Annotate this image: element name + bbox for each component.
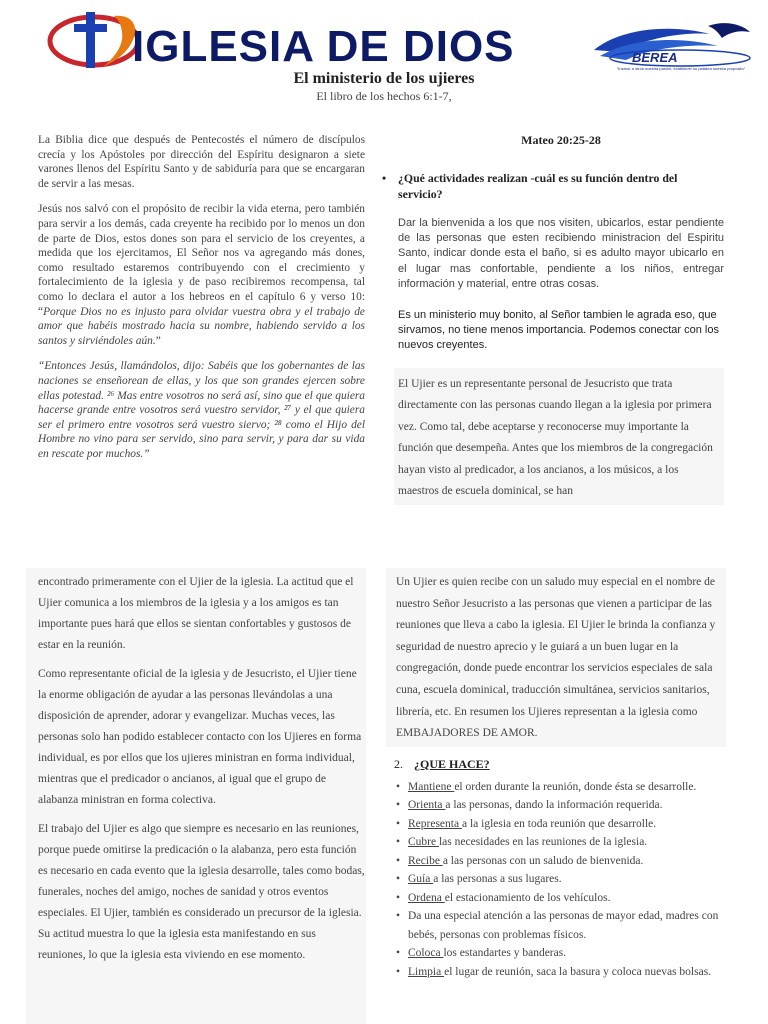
service-paragraph	[38, 202, 365, 348]
duty-text: a las personas a sus lugares.	[433, 873, 562, 886]
question-item	[368, 170, 724, 202]
duty-text: a las personas, dando la información requerida.	[445, 799, 663, 812]
list-item	[396, 944, 726, 963]
duty-verb: Guía	[408, 873, 434, 886]
answer-paragraph: Dar la bienvenida a los que nos visiten, ubicarlos, estar pendiente de las personas que esten recibiendo ministracion del Espiritu Santo, indicar donde esta el baño, si es adulto mayor ubicarlo en el lugar mas confortable, pendiente a los niños, entregar información y material, entre otras cosas.	[398, 217, 724, 290]
list-item	[396, 889, 726, 908]
bold-paragraph: Es un ministerio muy bonito, al Señor tambien le agrada eso, que sirvamos, no tiene menos importancia. Podemos conectar con los nuevos creyentes.	[398, 309, 719, 352]
usher-greeting-paragraph: Un Ujier es quien recibe con un saludo muy especial en el nombre de nuestro Señor Jesucristo a las personas que vienen a participar de las reuniones que lleva a cabo la iglesia. El Ujier le brinda la confianza y seguridad de nuestro aprecio y le guiará a un buen lugar en la congregación, donde puede encontrar los servicios especiales de sala cuna, escuela dominical, traducción simultánea, servicios sanitarios, librería, etc. En resumen los Ujieres representan a la iglesia como EMBAJADORES DE AMOR.	[386, 568, 726, 747]
list-item	[396, 815, 726, 834]
duty-text: el orden durante la reunión, donde ésta se desarrolle.	[454, 780, 697, 793]
question-text: ¿Qué actividades realizan -cuál es su función dentro del servicio?	[398, 171, 678, 201]
church-logo-cross-icon	[44, 8, 144, 70]
list-item	[396, 963, 726, 982]
duty-text: a las personas con un saludo de bienvenida.	[442, 854, 644, 867]
brand-title: IGLESIA DE DIOS	[132, 22, 515, 71]
duty-verb: Mantiene	[408, 780, 455, 793]
duty-text: Da una especial atención a las personas de mayor edad, madres con bebés, personas con problemas físicos.	[408, 910, 719, 941]
intro-paragraph: La Biblia dice que después de Pentecostés el número de discípulos crecía y los Apóstoles por dirección del Espíritu designaron a siete varones llenos del Espíritu Santo y de sabiduría para que se encargaran de servir a las mesas.	[38, 134, 365, 190]
list-item	[396, 833, 726, 852]
duty-verb: Cubre	[408, 836, 439, 849]
list-item	[396, 852, 726, 871]
left-column	[38, 133, 365, 472]
duty-verb: Representa	[408, 817, 462, 830]
scripture-reference: Mateo 20:25-28	[521, 133, 601, 147]
quote-close: ”	[155, 334, 161, 347]
usher-representative-paragraph: El Ujier es un representante personal de Jesucristo que trata directamente con las personas cuando llegan a la iglesia por primera vez. Como tal, debe aceptarse y reconocerse muy importante la función que desempeña. Antes que los miembros de la congregación hayan visto al predicador, a los ancianos, a los músicos, a los maestros de escuela dominical, se han	[394, 368, 724, 505]
section-title: ¿QUE HACE?	[414, 756, 490, 771]
hebrews-quote: Porque Dios no es injusto para olvidar vuestra obra y el trabajo de amor que habéis mostrado hacia su nombre, habiendo servido a los santos y sirviéndoles aún.	[38, 305, 365, 347]
bullet-icon: •	[382, 171, 387, 185]
duties-list	[386, 778, 726, 982]
right-column	[368, 133, 724, 505]
matthew-quote: “Entonces Jesús, llamándolos, dijo: Sabéis que los gobernantes de las naciones se enseñorean de ellas, y los que son grandes ejercen sobre ellas potestad. ²⁶ Mas entre vosotros no será así, sino que el que quiera hacerse grande entre vosotros será vuestro servidor, ²⁷ y el que quiera ser el primero entre vosotros será vuestro siervo; ²⁸ como el Hijo del Hombre no vino para ser servido, sino para servir, y para dar su vida en rescate por muchos.”	[38, 360, 365, 460]
page-subtitle: El libro de los hechos 6:1-7,	[316, 89, 452, 103]
duty-text: el estacionamiento de los vehículos.	[444, 891, 611, 904]
duty-verb: Limpia	[408, 965, 445, 978]
section-heading	[386, 757, 726, 772]
official-representative-paragraph: Como representante oficial de la iglesia y de Jesucristo, el Ujier tiene la enorme obligación de ayudar a las personas llevándolas a una disposición de aprender, adorar y evangelizar. Muchas veces, las personas solo han podido establecer contacto con los Ujieres en forma individual, es por ellos que los ujieres ministran en forma individual, mientras que el predicador o ancianos, al igual que el grupo de alabanza ministran en forma colectiva.	[38, 668, 362, 806]
bottom-right-column	[386, 568, 726, 981]
berea-tagline: "Instruir a otros nuestra pasión, extablecer su palabra nuestra proposito"	[616, 66, 746, 71]
list-item	[396, 870, 726, 889]
service-paragraph-text: Jesús nos salvó con el propósito de recibir la vida eterna, pero también para servir a los demás, cada creyente ha recibido por lo menos un don de parte de Dios, estos dones son para el servicio de los creyentes, a medida que los ejercitamos, El Señor nos va agregando más dones, como resultado estaremos contribuyendo con el crecimiento y fortalecimiento de la iglesia y de paso recibiremos recompensa, tal como lo declara el autor a los hebreos en el capítulo 6 y verso 10: “	[38, 203, 365, 318]
list-item	[396, 796, 726, 815]
duty-verb: Ordena	[408, 891, 445, 904]
duty-verb: Orienta	[408, 799, 446, 812]
duty-verb: Recibe	[408, 854, 443, 867]
usher-work-paragraph: El trabajo del Ujier es algo que siempre es necesario en las reuniones, porque puede omitirse la predicación o la alabanza, pero esta función es necesario en cada evento que la iglesia desarrolle, tales como bodas, funerales, noches del amigo, noches de sanidad y otros eventos especiales. El Ujier, también es considerado un precursor de la iglesia. Su actitud muestra lo que la iglesia esta manifestando en sus reuniones, lo que la iglesia esta viviendo en ese momento.	[38, 823, 365, 961]
page-title: El ministerio de los ujieres	[293, 70, 475, 87]
duty-text: el lugar de reunión, saca la basura y coloca nuevas bolsas.	[444, 965, 712, 978]
duty-text: a la iglesia en toda reunión que desarrolle.	[461, 817, 657, 830]
duty-verb: Coloca	[408, 947, 444, 960]
list-item	[396, 907, 726, 944]
first-contact-paragraph: encontrado primeramente con el Ujier de la iglesia. La actitud que el Ujier comunica a los miembros de la iglesia y a los amigos es tan importante pues hará que ellos se sientan confortables y gustosos de estar en la reunión.	[38, 576, 354, 651]
duty-text: los estandartes y banderas.	[443, 947, 567, 960]
section-number: 2.	[394, 756, 403, 771]
bottom-left-column	[26, 568, 366, 1024]
list-item	[396, 778, 726, 797]
duty-text: las necesidades en las reuniones de la iglesia.	[438, 836, 648, 849]
berea-logo-text: BEREA	[632, 50, 678, 65]
